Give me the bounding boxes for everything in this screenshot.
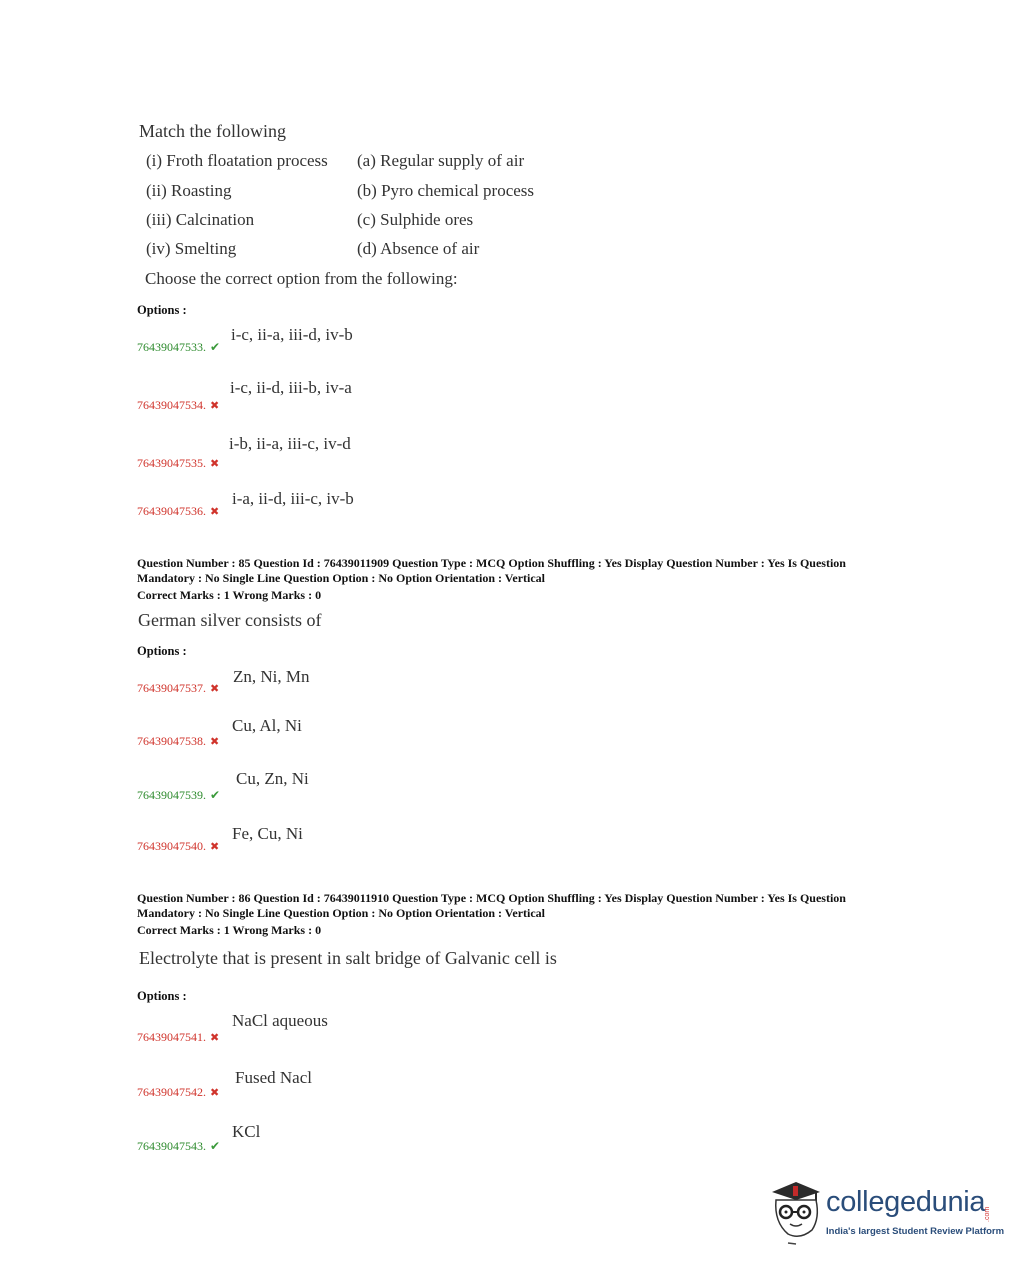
match-left-1: (i) Froth floatation process (146, 151, 328, 170)
q86-text: Electrolyte that is present in salt bridge of Galvanic cell is (139, 948, 557, 968)
option-text: i-c, ii-d, iii-b, iv-a (230, 378, 352, 397)
cross-icon: ✖ (210, 736, 220, 748)
check-icon: ✔ (210, 1139, 221, 1153)
cross-icon: ✖ (210, 1087, 220, 1099)
option-text: i-b, ii-a, iii-c, iv-d (229, 434, 351, 453)
q84-instruction: Choose the correct option from the following: (145, 269, 458, 288)
option-row[interactable] (137, 786, 220, 804)
option-row[interactable] (137, 396, 219, 414)
match-right-3: (c) Sulphide ores (357, 210, 474, 229)
q85-marks: Correct Marks : 1 Wrong Marks : 0 (137, 588, 322, 602)
option-text: Fused Nacl (235, 1068, 312, 1087)
q85-meta-line1: Question Number : 85 Question Id : 76439011909 Question Type : MCQ Option Shuffling : Yes Display Question Number : Yes Is Question (137, 556, 846, 570)
q84-options-label: Options : (137, 303, 187, 317)
option-row[interactable] (137, 454, 219, 472)
option-id: 76439047533. (137, 340, 206, 354)
mascot-logo-icon (766, 1178, 826, 1248)
option-text: i-c, ii-a, iii-d, iv-b (231, 325, 353, 344)
check-icon: ✔ (210, 340, 221, 354)
q85-options-label: Options : (137, 644, 187, 658)
logo-name: collegedunia (826, 1186, 986, 1218)
q86-meta (137, 891, 937, 938)
cross-icon: ✖ (210, 1032, 220, 1044)
option-id: 76439047542. (137, 1085, 206, 1099)
logo-tagline: India's largest Student Review Platform (826, 1226, 1005, 1237)
option-row[interactable] (137, 1028, 219, 1046)
option-id: 76439047539. (137, 788, 206, 802)
cross-icon: ✖ (210, 841, 220, 853)
match-left-2: (ii) Roasting (146, 181, 232, 200)
option-id: 76439047537. (137, 681, 206, 695)
option-row[interactable] (137, 837, 219, 855)
option-row[interactable] (137, 338, 220, 356)
q84-text: Match the following (139, 121, 286, 141)
cross-icon: ✖ (210, 683, 220, 695)
q85-text: German silver consists of (138, 610, 322, 630)
match-right-1: (a) Regular supply of air (357, 151, 525, 170)
option-text: KCl (232, 1122, 261, 1141)
option-id: 76439047541. (137, 1030, 206, 1044)
q86-marks: Correct Marks : 1 Wrong Marks : 0 (137, 923, 322, 937)
option-id: 76439047540. (137, 839, 206, 853)
match-left-3: (iii) Calcination (146, 210, 255, 229)
option-id: 76439047538. (137, 734, 206, 748)
option-text: i-a, ii-d, iii-c, iv-b (232, 489, 354, 508)
cross-icon: ✖ (210, 506, 220, 518)
option-row[interactable] (137, 679, 219, 697)
q85-meta (137, 556, 937, 603)
match-right-4: (d) Absence of air (357, 239, 480, 258)
option-row[interactable] (137, 1083, 219, 1101)
q86-meta-line1: Question Number : 86 Question Id : 76439011910 Question Type : MCQ Option Shuffling : Yes Display Question Number : Yes Is Question (137, 891, 846, 905)
option-id: 76439047536. (137, 504, 206, 518)
check-icon: ✔ (210, 788, 221, 802)
option-text: Cu, Al, Ni (232, 716, 302, 735)
option-text: Fe, Cu, Ni (232, 824, 303, 843)
option-row[interactable] (137, 732, 219, 750)
logo-suffix: .com (984, 1206, 991, 1222)
cross-icon: ✖ (210, 400, 220, 412)
option-text: NaCl aqueous (232, 1011, 328, 1030)
q86-meta-line2: Mandatory : No Single Line Question Option : No Option Orientation : Vertical (137, 906, 546, 920)
match-left-4: (iv) Smelting (146, 239, 237, 258)
option-text: Cu, Zn, Ni (236, 769, 309, 788)
cross-icon: ✖ (210, 458, 220, 470)
option-id: 76439047535. (137, 456, 206, 470)
option-id: 76439047534. (137, 398, 206, 412)
option-id: 76439047543. (137, 1139, 206, 1153)
match-right-2: (b) Pyro chemical process (357, 181, 535, 200)
q85-meta-line2: Mandatory : No Single Line Question Option : No Option Orientation : Vertical (137, 571, 546, 585)
option-row[interactable] (137, 502, 219, 520)
option-text: Zn, Ni, Mn (233, 667, 310, 686)
option-row[interactable] (137, 1137, 220, 1155)
q86-options-label: Options : (137, 989, 187, 1003)
